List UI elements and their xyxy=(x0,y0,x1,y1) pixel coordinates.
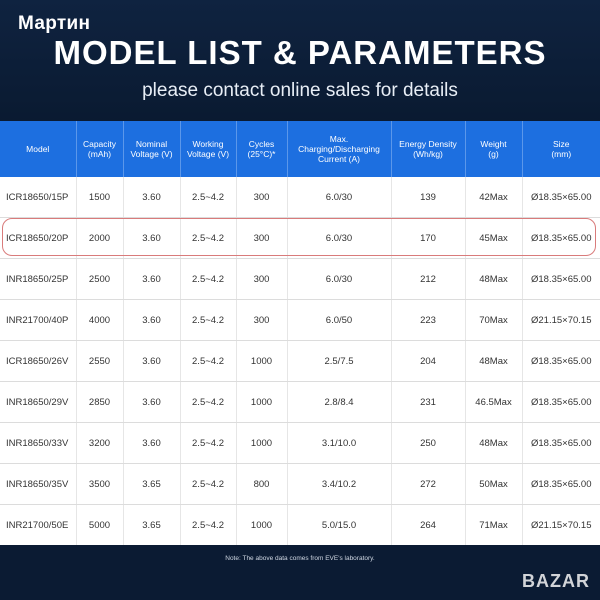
model-cell: INR18650/29V xyxy=(0,382,76,423)
column-header-line: Working xyxy=(192,139,224,149)
value-cell: 223 xyxy=(391,300,465,341)
value-cell: 3.60 xyxy=(123,177,180,218)
value-cell: 2.5~4.2 xyxy=(180,218,236,259)
value-cell: 2.5~4.2 xyxy=(180,259,236,300)
value-cell: 46.5Max xyxy=(465,382,522,423)
value-cell: 5.0/15.0 xyxy=(287,505,391,546)
parameters-table xyxy=(0,121,600,546)
header-banner xyxy=(0,0,600,121)
column-header-line: (mAh) xyxy=(87,149,112,159)
table-row xyxy=(0,505,600,546)
value-cell: 6.0/50 xyxy=(287,300,391,341)
value-cell: 4000 xyxy=(76,300,123,341)
value-cell: Ø18.35×65.00 xyxy=(522,423,600,464)
value-cell: 204 xyxy=(391,341,465,382)
column-header xyxy=(391,121,465,177)
column-header-line: Size xyxy=(552,139,570,149)
table-row xyxy=(0,259,600,300)
model-cell: ICR18650/26V xyxy=(0,341,76,382)
value-cell: 2500 xyxy=(76,259,123,300)
footer-note: Note: The above data comes from EVE's laboratory. xyxy=(225,555,375,562)
value-cell: 3.60 xyxy=(123,341,180,382)
model-cell: ICR18650/20P xyxy=(0,218,76,259)
value-cell: 1000 xyxy=(236,423,287,464)
value-cell: 3200 xyxy=(76,423,123,464)
value-cell: 264 xyxy=(391,505,465,546)
column-header-line: Cycles xyxy=(248,139,275,149)
table-row xyxy=(0,423,600,464)
model-cell: ICR18650/15P xyxy=(0,177,76,218)
column-header xyxy=(76,121,123,177)
value-cell: 1000 xyxy=(236,382,287,423)
value-cell: 71Max xyxy=(465,505,522,546)
column-header-line: (Wh/kg) xyxy=(413,149,443,159)
column-header-line: (mm) xyxy=(551,149,572,159)
value-cell: Ø18.35×65.00 xyxy=(522,382,600,423)
value-cell: 2.5~4.2 xyxy=(180,341,236,382)
value-cell: 212 xyxy=(391,259,465,300)
value-cell: 70Max xyxy=(465,300,522,341)
column-header xyxy=(465,121,522,177)
value-cell: Ø18.35×65.00 xyxy=(522,341,600,382)
value-cell: 2550 xyxy=(76,341,123,382)
column-header-line: (g) xyxy=(488,149,499,159)
value-cell: 6.0/30 xyxy=(287,177,391,218)
column-header-line: Weight xyxy=(480,139,507,149)
watermark-name: Мартин xyxy=(18,13,91,34)
value-cell: 2.5~4.2 xyxy=(180,423,236,464)
value-cell: 3.60 xyxy=(123,300,180,341)
model-cell: INR18650/33V xyxy=(0,423,76,464)
column-header-line: Nominal xyxy=(135,139,168,149)
value-cell: Ø18.35×65.00 xyxy=(522,259,600,300)
table-header-row xyxy=(0,121,600,177)
model-cell: INR21700/50E xyxy=(0,505,76,546)
table-row xyxy=(0,177,600,218)
value-cell: 2.8/8.4 xyxy=(287,382,391,423)
table-row xyxy=(0,218,600,259)
table-row xyxy=(0,382,600,423)
table-row xyxy=(0,464,600,505)
value-cell: 45Max xyxy=(465,218,522,259)
value-cell: 2.5~4.2 xyxy=(180,505,236,546)
value-cell: 3.65 xyxy=(123,505,180,546)
value-cell: 300 xyxy=(236,218,287,259)
value-cell: Ø18.35×65.00 xyxy=(522,464,600,505)
value-cell: 48Max xyxy=(465,341,522,382)
value-cell: 231 xyxy=(391,382,465,423)
value-cell: 2850 xyxy=(76,382,123,423)
value-cell: 300 xyxy=(236,177,287,218)
value-cell: 3500 xyxy=(76,464,123,505)
value-cell: 3.1/10.0 xyxy=(287,423,391,464)
footer-bar xyxy=(0,545,600,600)
value-cell: 2.5/7.5 xyxy=(287,341,391,382)
page-title: MODEL LIST & PARAMETERS xyxy=(53,34,547,71)
value-cell: 2.5~4.2 xyxy=(180,382,236,423)
column-header-line: Energy Density xyxy=(399,139,457,149)
value-cell: 6.0/30 xyxy=(287,218,391,259)
value-cell: 5000 xyxy=(76,505,123,546)
bazar-logo: BAZAR xyxy=(522,571,590,591)
value-cell: 42Max xyxy=(465,177,522,218)
model-cell: INR21700/40P xyxy=(0,300,76,341)
column-header-line: Max. xyxy=(329,134,349,144)
value-cell: 48Max xyxy=(465,259,522,300)
value-cell: 1000 xyxy=(236,505,287,546)
value-cell: 1500 xyxy=(76,177,123,218)
page-subtitle: please contact online sales for details xyxy=(142,80,458,101)
value-cell: 2000 xyxy=(76,218,123,259)
value-cell: Ø21.15×70.15 xyxy=(522,505,600,546)
column-header-line: Voltage (V) xyxy=(130,149,173,159)
value-cell: 250 xyxy=(391,423,465,464)
value-cell: 3.60 xyxy=(123,382,180,423)
column-header xyxy=(180,121,236,177)
value-cell: 48Max xyxy=(465,423,522,464)
value-cell: 2.5~4.2 xyxy=(180,300,236,341)
value-cell: Ø21.15×70.15 xyxy=(522,300,600,341)
value-cell: 3.60 xyxy=(123,218,180,259)
column-header xyxy=(0,121,76,177)
column-header xyxy=(522,121,600,177)
value-cell: Ø18.35×65.00 xyxy=(522,218,600,259)
table-row xyxy=(0,341,600,382)
value-cell: 139 xyxy=(391,177,465,218)
table-body xyxy=(0,177,600,546)
table-row xyxy=(0,300,600,341)
value-cell: 3.4/10.2 xyxy=(287,464,391,505)
column-header-line: Current (A) xyxy=(317,154,361,164)
value-cell: Ø18.35×65.00 xyxy=(522,177,600,218)
column-header xyxy=(287,121,391,177)
value-cell: 170 xyxy=(391,218,465,259)
value-cell: 2.5~4.2 xyxy=(180,177,236,218)
column-header-line: Charging/Discharging xyxy=(298,144,380,154)
column-header-line: Capacity xyxy=(82,139,117,149)
value-cell: 3.60 xyxy=(123,259,180,300)
column-header xyxy=(123,121,180,177)
value-cell: 3.65 xyxy=(123,464,180,505)
value-cell: 6.0/30 xyxy=(287,259,391,300)
value-cell: 300 xyxy=(236,259,287,300)
value-cell: 300 xyxy=(236,300,287,341)
model-cell: INR18650/35V xyxy=(0,464,76,505)
column-header-line: Voltage (V) xyxy=(186,149,230,159)
column-header-line: (25°C)* xyxy=(247,149,276,159)
model-cell: INR18650/25P xyxy=(0,259,76,300)
value-cell: 3.60 xyxy=(123,423,180,464)
value-cell: 50Max xyxy=(465,464,522,505)
value-cell: 800 xyxy=(236,464,287,505)
value-cell: 2.5~4.2 xyxy=(180,464,236,505)
value-cell: 272 xyxy=(391,464,465,505)
column-header-line: Model xyxy=(26,144,50,154)
column-header xyxy=(236,121,287,177)
value-cell: 1000 xyxy=(236,341,287,382)
